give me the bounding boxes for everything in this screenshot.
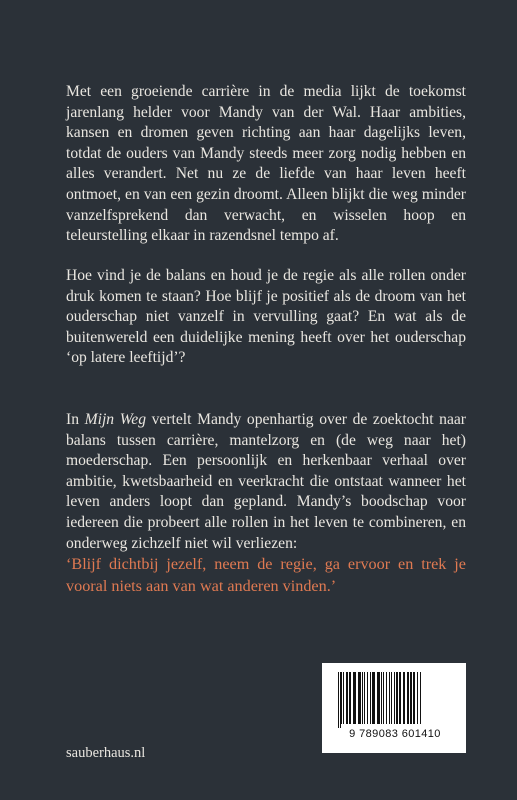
blurb-paragraph-3 [66,410,466,554]
barcode-bar [353,672,356,724]
book-title: Mijn Weg [84,411,146,428]
blurb-paragraph-1-text: Met een groeiende carrière in de media lijkt de toekomst jarenlang helder voor Mandy van der Wal. Haar ambities, kansen en dromen geven richting aan haar dagelijks leven, totdat de ouders van Mandy steeds meer zorg nodig hebben en alles verandert. Net nu ze de liefde van haar leven heeft ontmoet, en van een gezin droomt. Alleen blijkt die weg minder vanzelfsprekend dan verwacht, en wisselen hoop en teleurstelling elkaar in razendsnel tempo af. [66,83,466,245]
barcode-bars [338,672,450,728]
publisher-website: sauberhaus.nl [66,745,146,761]
barcode-bar [403,672,405,724]
barcode-bar [372,672,375,724]
blurb-paragraph-1 [66,82,466,247]
barcode-digits: 9 789083 601410 [349,728,441,740]
quote-text: ‘Blijf dichtbij jezelf, neem de regie, ga ervoor en trek je vooral niets aan van wat anderen vinden.’ [66,555,466,595]
barcode-bar [413,672,415,724]
barcode-bar [407,672,409,724]
quote-block [66,553,466,597]
barcode-bar [358,672,361,724]
barcode-bar [349,672,351,724]
barcode-bar [343,672,344,724]
barcode-bar [367,672,368,724]
barcode-bar [346,672,348,724]
barcode-bar [417,672,418,724]
barcode-bar [383,672,384,724]
barcode-bar [370,672,371,724]
barcode-bar [391,672,392,724]
barcode-bar [386,672,387,724]
barcode-bar [362,672,363,724]
barcode-guard-bar [340,672,341,728]
barcode-bar [396,672,398,724]
blurb-paragraph-2-text: Hoe vind je de balans en houd je de regie als alle rollen onder druk komen te staan? Hoe blijf je positief als de droom van het ouderschap niet vanzelf in vervulling gaat? En wat als de buitenwereld een duidelijke mening heeft over het ouderschap ‘op latere leeftijd’? [66,267,466,367]
barcode-bar [364,672,365,724]
barcode-bar [420,672,421,724]
blurb-paragraph-3-text [66,410,466,554]
isbn-barcode [322,663,466,753]
barcode-bar [410,672,412,724]
barcode-guard-bar [338,672,339,728]
barcode-bar [341,672,342,724]
barcode-bar [377,672,380,724]
paragraph-3-prefix: In [66,411,85,428]
barcode-bar [389,672,390,724]
barcode-bar [399,672,401,724]
blurb-paragraph-2 [66,266,466,369]
barcode-bar [394,672,395,724]
barcode-bar [381,672,382,724]
paragraph-3-rest: vertelt Mandy openhartig over de zoektocht naar balans tussen carrière, mantelzorg en (de weg naar het) moederschap. Een persoonlijk en herkenbaar verhaal over ambitie, kwetsbaarheid en veerkracht die ontstaat wanneer het leven anders loopt dan gepland. Mandy’s boodschap voor iedereen die probeert alle rollen in het leven te combineren, en onderweg zichzelf niet wil verliezen: [66,411,466,552]
